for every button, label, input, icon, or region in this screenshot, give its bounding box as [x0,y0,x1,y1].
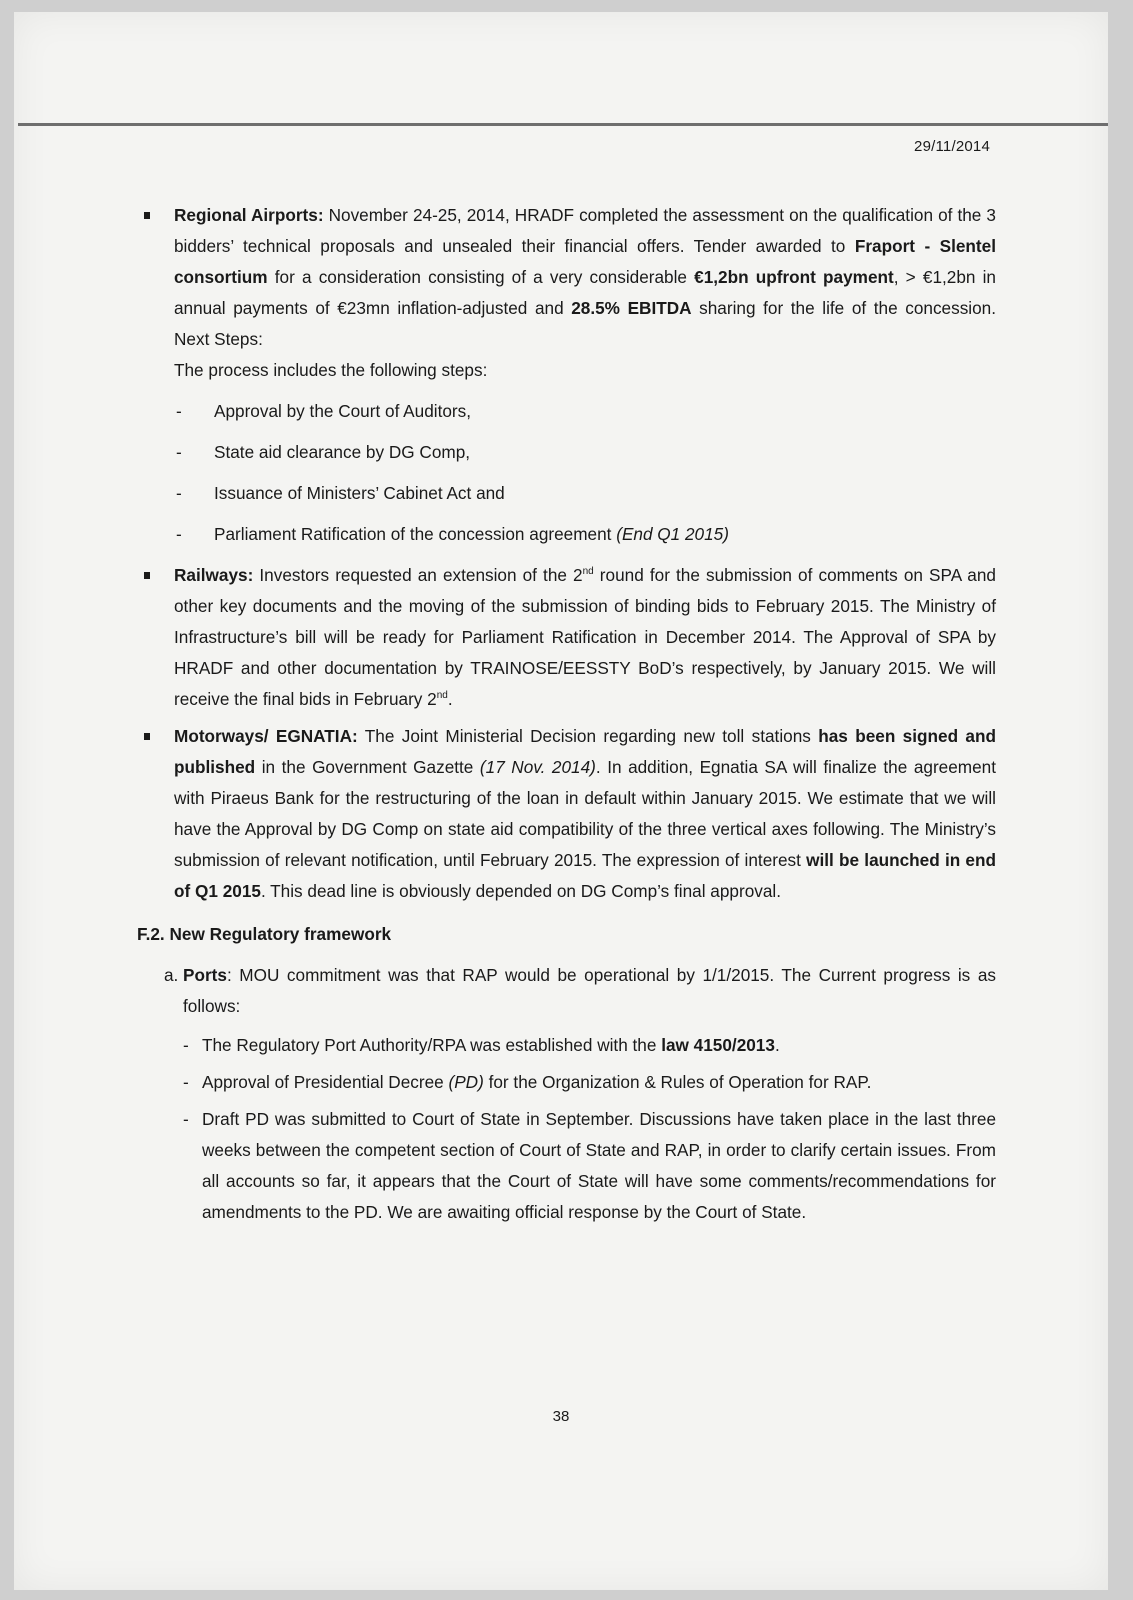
dash: - [183,1109,189,1129]
upfront-payment: €1,2bn upfront payment [694,267,894,287]
list-item [174,478,996,509]
regional-airports-label: Regional Airports: [174,205,324,225]
motorways-emphasis: has been signed and published [174,726,996,777]
step-deadline: (End Q1 2015) [616,524,729,544]
bullet-square-icon [144,212,150,219]
motorways-text: . This dead line is obviously depended on DG Comp’s final approval. [260,881,782,901]
regional-airports-text: November 24-25, 2014, HRADF completed the assessment on the qualification of the 3 bidders’ technical proposals and unsealed their financial offers. Tender awarded to [174,205,996,256]
list-item [174,519,996,550]
header-rule [18,123,1108,126]
section-heading: F.2. New Regulatory framework [137,924,392,944]
ordinal-suffix: nd [582,566,594,577]
list-item [174,437,996,468]
item-text: Draft PD was submitted to Court of State in September. Discussions have taken place in the last three weeks between the competent section of Court of State and RAP, in order to clarify certain issues. From all accounts so far, it appears that the Court of State will have some comments/recommendations for amendments to the PD. We are awaiting official response by the Court of State. [202,1109,996,1222]
page-body [134,200,996,1234]
dash: - [183,1035,189,1055]
steps-list [174,396,996,550]
ebitda-share: 28.5% EBITDA [571,298,692,318]
dash: - [176,524,182,544]
motorways-text: The Joint Ministerial Decision regarding new toll stations [357,726,819,746]
ports-label: Ports [183,965,227,985]
dash: - [176,483,182,503]
ordinal-suffix: nd [436,690,448,701]
railways-text: . [447,689,453,709]
step-text: Issuance of Ministers’ Cabinet Act and [214,483,505,503]
list-item [183,1030,996,1061]
document-page [14,12,1108,1590]
regional-airports-text: for a consideration consisting of a very considerable [267,267,695,287]
dash: - [183,1072,189,1092]
consortium-name: Fraport - Slentel consortium [174,236,996,287]
item-text: for the Organization & Rules of Operation for RAP. [483,1072,872,1092]
item-text: Approval of Presidential Decree [202,1072,449,1092]
motorways-emphasis: will be launched in end of Q1 2015 [174,850,996,901]
bullet-square-icon [144,733,150,740]
item-text: . [774,1035,780,1055]
ports-section [134,960,996,1228]
regional-airports-text: , > €1,2bn in annual payments of €23mn inflation-adjusted and [174,267,996,318]
list-item [183,1067,996,1098]
steps-intro: The process includes the following steps: [174,360,488,380]
item-text: The Regulatory Port Authority/RPA was established with the [202,1035,662,1055]
dash: - [176,401,182,421]
regional-airports-text: sharing for the life of the concession. Next Steps: [174,298,997,349]
gazette-date: (17 Nov. 2014) [479,757,596,777]
step-text: State aid clearance by DG Comp, [214,442,471,462]
railways-text: round for the submission of comments on SPA and other key documents and the moving of the submission of binding bids to February 2015. The Ministry of Infrastructure’s bill will be ready for Parliament Ratification in December 2014. The Approval of SPA by HRADF and other documentation by TRAINOSE/EESSTY BoD’s respectively, by January 2015. We will receive the final bids in February 2 [174,565,996,709]
bullet-square-icon [144,572,150,579]
bullet-motorways [134,721,996,907]
bullet-regional-airports [134,200,996,550]
motorways-label: Motorways/ EGNATIA: [174,726,358,746]
list-letter: a. [164,965,179,985]
header-date: 29/11/2014 [914,138,990,155]
law-reference: law 4150/2013 [661,1035,775,1055]
railways-label: Railways: [174,565,254,585]
pd-abbrev: (PD) [448,1072,484,1092]
list-item [183,1104,996,1228]
step-text: Parliament Ratification of the concession agreement [214,524,617,544]
railways-text: Investors requested an extension of the 2 [253,565,583,585]
motorways-text: in the Government Gazette [255,757,480,777]
list-item [174,396,996,427]
ports-progress-list [164,1030,996,1228]
page-number: 38 [552,1408,570,1425]
ports-text: : MOU commitment was that RAP would be operational by 1/1/2015. The Current progress is as follows: [183,965,996,1016]
step-text: Approval by the Court of Auditors, [214,401,471,421]
dash: - [176,442,182,462]
bullet-railways [134,560,996,715]
ports-lead [164,960,996,1022]
motorways-text: . In addition, Egnatia SA will finalize the agreement with Piraeus Bank for the restructuring of the loan in default within January 2015. We estimate that we will have the Approval by DG Comp on state aid compatibility of the three vertical axes following. The Ministry’s submission of relevant notification, until February 2015. The expression of interest [174,757,996,870]
